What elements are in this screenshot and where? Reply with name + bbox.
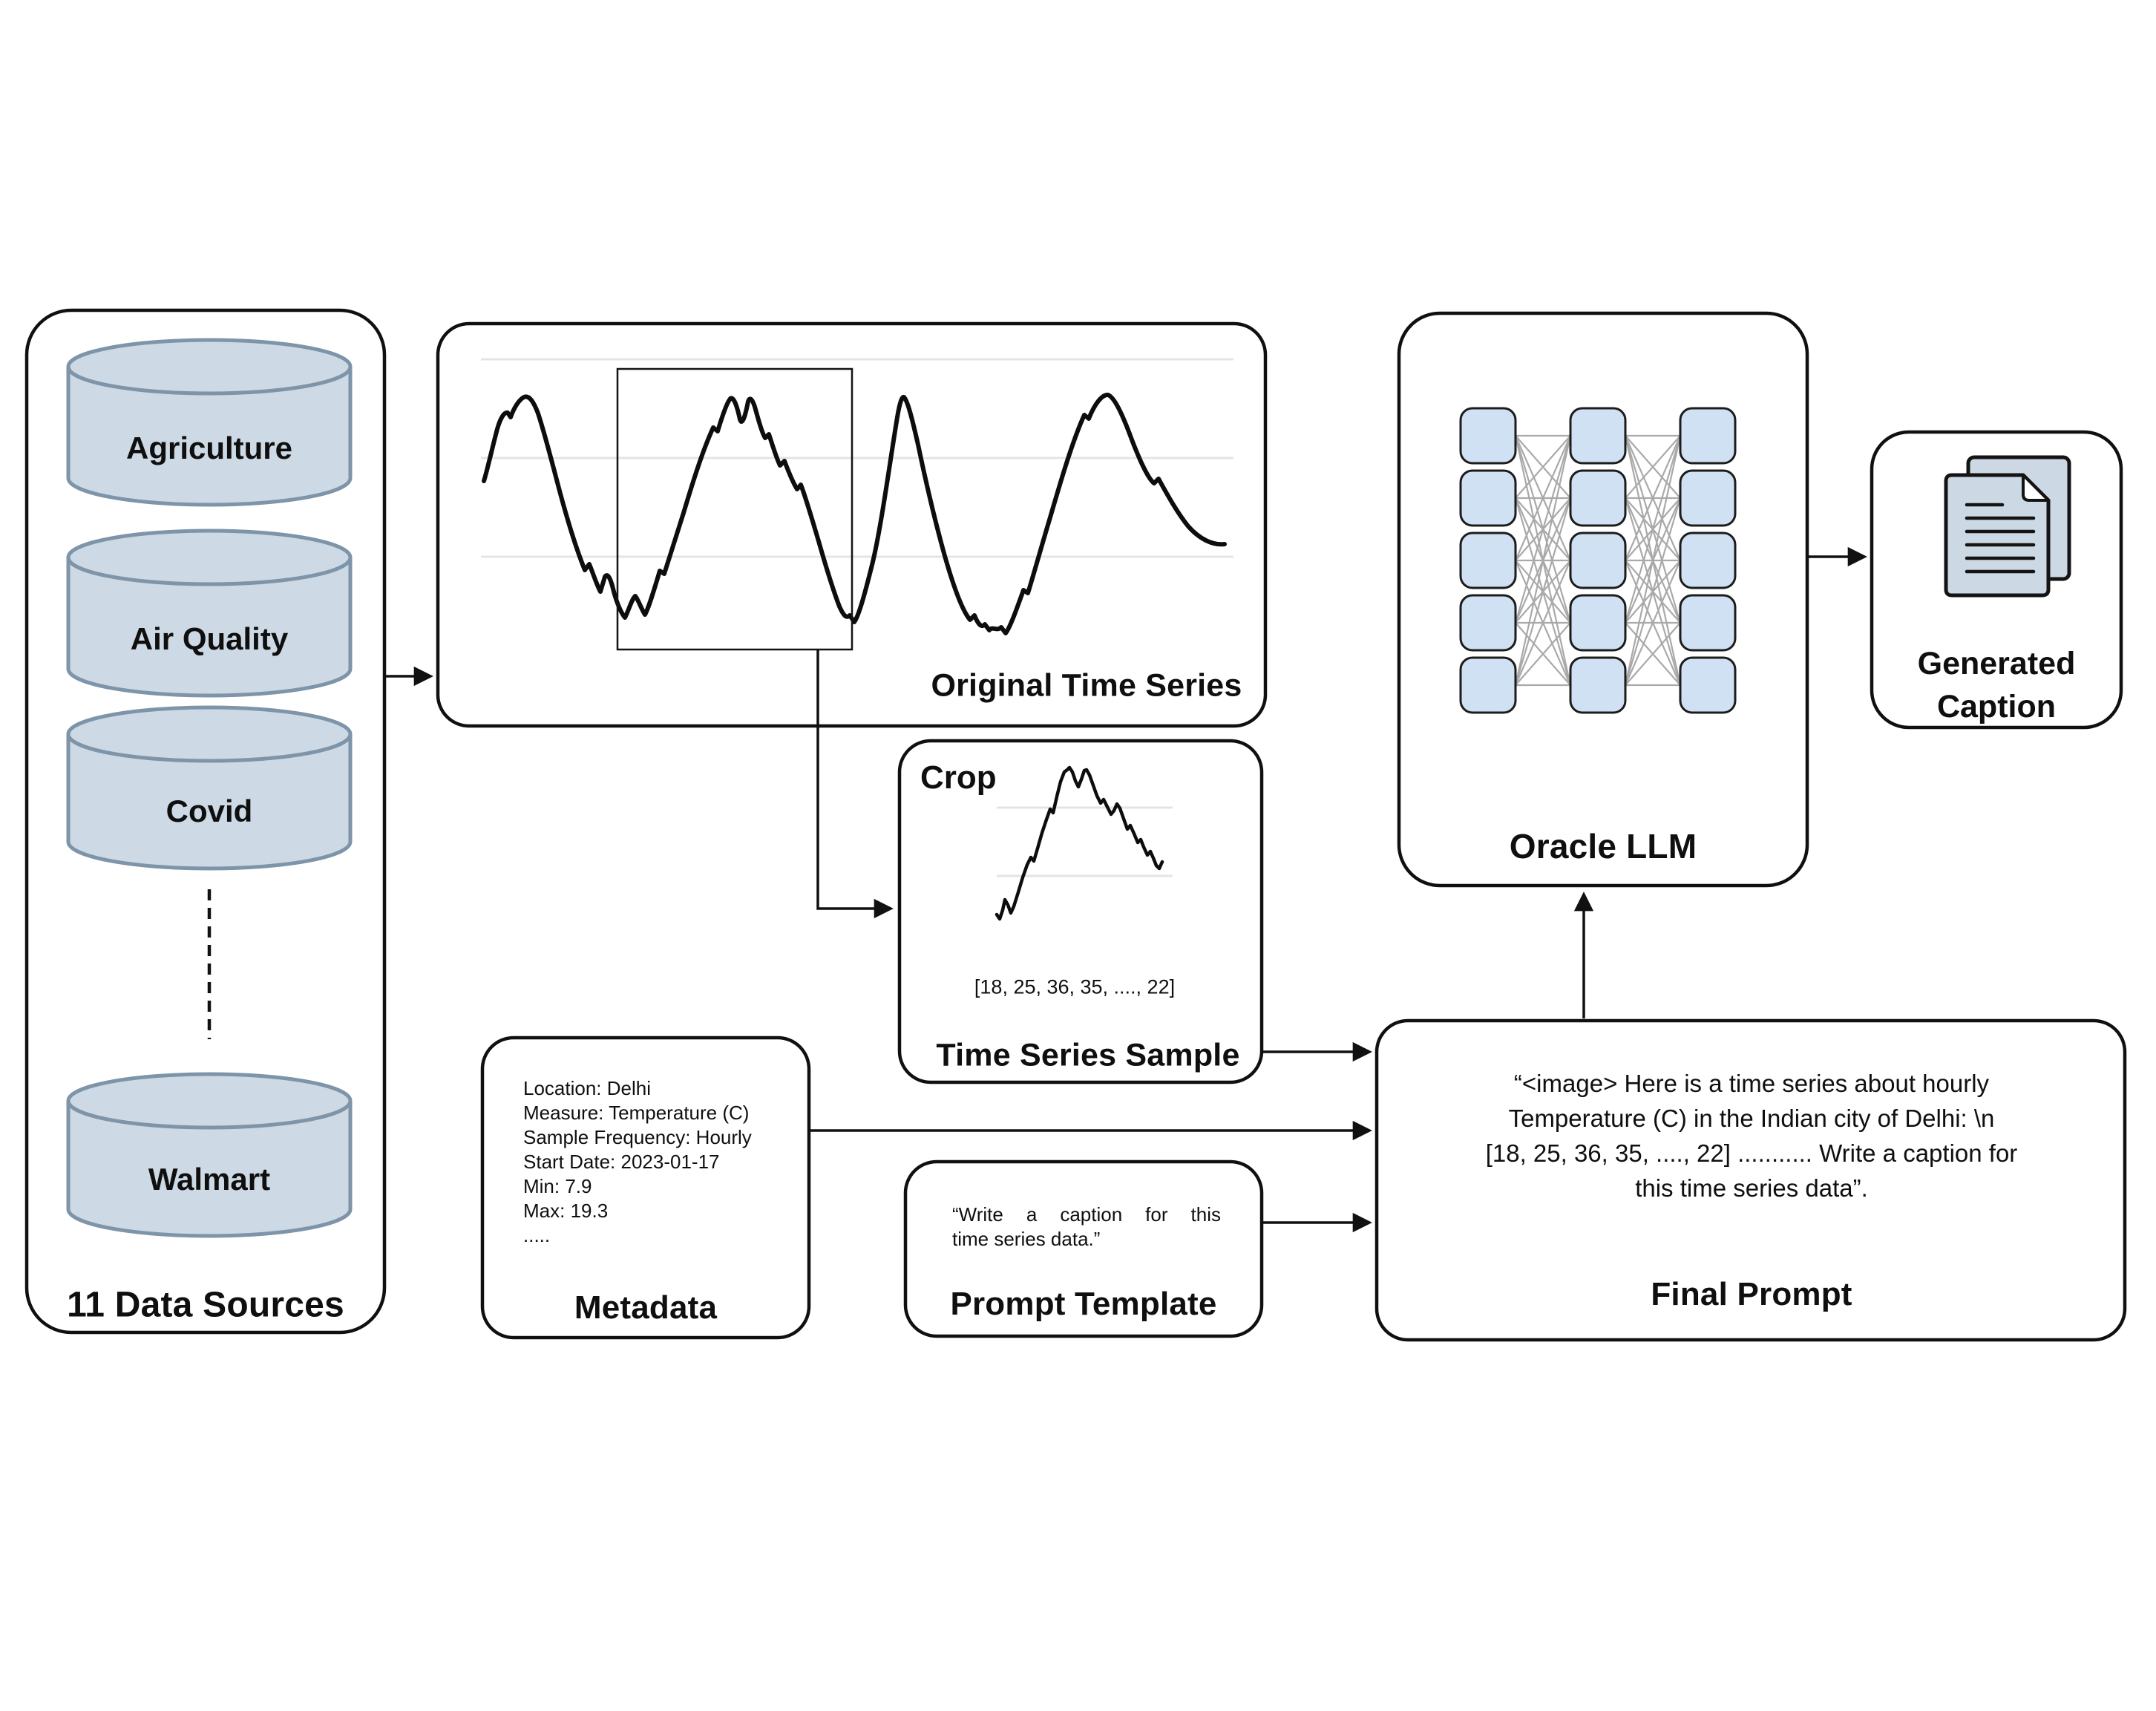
final-prompt-line: Temperature (C) in the Indian city of Delhi: \n xyxy=(1508,1105,1995,1132)
generated-caption-title: Generated Caption xyxy=(1917,646,2076,724)
metadata-line: Location: Delhi xyxy=(523,1077,651,1099)
llm-node xyxy=(1570,471,1625,526)
original-time-series-title: Original Time Series xyxy=(931,667,1242,704)
database-cylinder-air-quality xyxy=(68,531,350,696)
final-prompt-title: Final Prompt xyxy=(1651,1276,1852,1312)
sample-values-text: [18, 25, 36, 35, ...., 22] xyxy=(974,975,1176,998)
prompt-template-text xyxy=(952,1203,1221,1252)
final-prompt-line: [18, 25, 36, 35, ...., 22] ........... Write a caption for xyxy=(1485,1139,2018,1167)
llm-node xyxy=(1680,658,1735,713)
final-prompt-line: this time series data”. xyxy=(1635,1174,1868,1202)
prompt-template-title: Prompt Template xyxy=(950,1286,1217,1322)
document-icon xyxy=(1946,457,2069,595)
llm-node xyxy=(1680,533,1735,588)
oracle-llm-title: Oracle LLM xyxy=(1509,827,1697,866)
metadata-line: Measure: Temperature (C) xyxy=(523,1102,750,1124)
metadata-text xyxy=(523,1076,752,1248)
llm-node xyxy=(1680,408,1735,463)
metadata-line: ..... xyxy=(523,1224,551,1246)
crop-label: Crop xyxy=(920,759,997,796)
metadata-line: Sample Frequency: Hourly xyxy=(523,1126,752,1148)
prompt-template-line: time series data.” xyxy=(952,1228,1101,1250)
prompt-template-line: “Write a caption for this xyxy=(952,1203,1221,1226)
cylinder-label-walmart: Walmart xyxy=(148,1162,271,1197)
database-cylinder-agriculture xyxy=(68,340,350,505)
final-prompt-line: “<image> Here is a time series about hourly xyxy=(1513,1070,1990,1097)
llm-node xyxy=(1570,658,1625,713)
llm-node xyxy=(1461,533,1516,588)
data-sources-title: 11 Data Sources xyxy=(67,1285,344,1325)
llm-node xyxy=(1680,471,1735,526)
metadata-line: Start Date: 2023-01-17 xyxy=(523,1151,720,1173)
llm-node xyxy=(1570,408,1625,463)
llm-node xyxy=(1461,595,1516,650)
cylinder-label-covid: Covid xyxy=(166,794,253,828)
llm-node xyxy=(1461,658,1516,713)
llm-node xyxy=(1570,595,1625,650)
llm-node xyxy=(1461,408,1516,463)
database-cylinder-walmart xyxy=(68,1074,350,1236)
metadata-title: Metadata xyxy=(574,1289,718,1326)
time-series-sample-title: Time Series Sample xyxy=(936,1037,1240,1073)
database-cylinder-covid xyxy=(68,707,350,868)
cylinder-label-agriculture: Agriculture xyxy=(125,431,293,465)
llm-node xyxy=(1680,595,1735,650)
neural-network-glyph xyxy=(1461,408,1735,713)
cylinder-label-air-quality: Air Quality xyxy=(130,621,289,656)
metadata-line: Min: 7.9 xyxy=(523,1175,592,1197)
final-prompt-text xyxy=(1389,1066,2114,1205)
llm-node xyxy=(1461,471,1516,526)
metadata-line: Max: 19.3 xyxy=(523,1200,609,1222)
llm-node xyxy=(1570,533,1625,588)
